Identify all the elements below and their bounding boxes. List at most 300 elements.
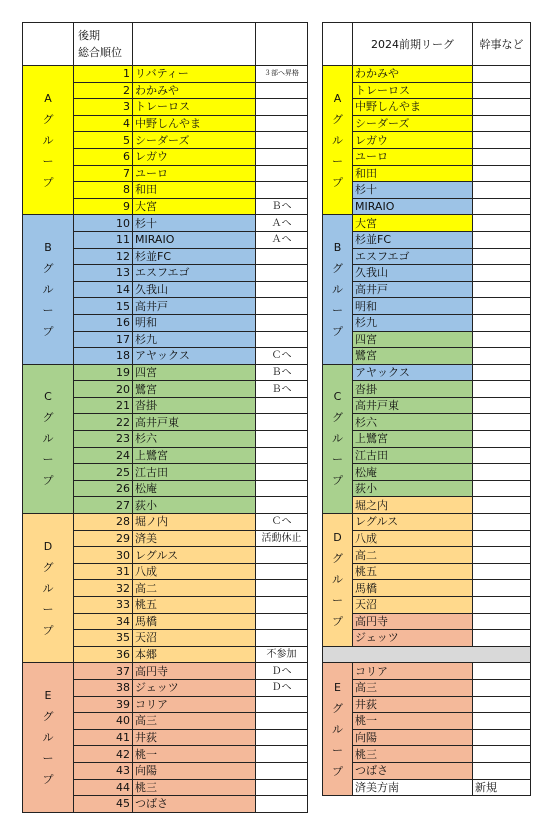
rank-cell: 45 xyxy=(74,796,133,813)
separator-cell xyxy=(323,646,531,663)
note-cell xyxy=(473,281,531,298)
rank-cell: 27 xyxy=(74,497,133,514)
team-name-cell: 荻小 xyxy=(133,497,256,514)
team-name-cell: 高二 xyxy=(133,580,256,597)
league-row xyxy=(323,331,531,348)
note-cell xyxy=(256,414,308,431)
note-cell xyxy=(473,364,531,381)
rank-cell: 8 xyxy=(74,182,133,199)
team-name-cell: リバティー xyxy=(133,66,256,83)
note-cell: Ｄへ xyxy=(256,663,308,680)
team-name-cell: 荻小 xyxy=(353,480,473,497)
team-name-cell: 杉九 xyxy=(353,314,473,331)
team-name-cell: 上鷺宮 xyxy=(353,431,473,448)
group-label-char: ル xyxy=(42,283,54,297)
rank-cell: 12 xyxy=(74,248,133,265)
rank-cell: 9 xyxy=(74,198,133,215)
rank-cell: 42 xyxy=(74,746,133,763)
rank-cell: 11 xyxy=(74,231,133,248)
note-cell xyxy=(256,281,308,298)
group-label-char: グ xyxy=(332,411,343,425)
note-cell xyxy=(256,298,308,315)
team-name-cell: 杉六 xyxy=(353,414,473,431)
note-header-cell xyxy=(256,23,308,66)
league-row xyxy=(323,132,531,149)
overall-ranking-body xyxy=(23,23,308,813)
team-name-cell: 四宮 xyxy=(133,364,256,381)
league-row xyxy=(323,580,531,597)
rank-cell: 13 xyxy=(74,265,133,282)
group-label-cell xyxy=(323,364,353,513)
group-label-char: ー xyxy=(42,453,54,467)
group-label-char: E xyxy=(334,680,341,694)
team-name-cell: 大宮 xyxy=(353,215,473,232)
league-row xyxy=(323,348,531,365)
group-label-char: グ xyxy=(332,552,343,566)
note-cell xyxy=(256,630,308,647)
note-cell xyxy=(473,99,531,116)
rank-cell: 33 xyxy=(74,597,133,614)
league-row xyxy=(323,414,531,431)
group-label-char: ル xyxy=(42,731,54,745)
group-label-char: ー xyxy=(332,594,343,608)
note-cell xyxy=(473,613,531,630)
note-cell xyxy=(473,480,531,497)
ranking-row xyxy=(23,514,308,531)
note-cell xyxy=(473,314,531,331)
team-name-cell: わかみや xyxy=(133,82,256,99)
team-name-cell: 馬橋 xyxy=(133,613,256,630)
team-name-cell: 杉九 xyxy=(133,331,256,348)
rank-cell: 16 xyxy=(74,314,133,331)
group-label-char: A xyxy=(44,91,52,105)
team-name-cell: 杉並FC xyxy=(133,248,256,265)
league-row xyxy=(323,530,531,547)
team-name-cell: 江古田 xyxy=(353,447,473,464)
league-row xyxy=(323,497,531,514)
league-row xyxy=(323,514,531,531)
team-name-cell: 桃三 xyxy=(353,746,473,763)
team-name-cell: 桃五 xyxy=(133,597,256,614)
note-cell: 不参加 xyxy=(256,646,308,663)
team-name-cell: 向陽 xyxy=(133,762,256,779)
note-cell xyxy=(473,331,531,348)
league-row xyxy=(323,215,531,232)
team-name-cell: 桃一 xyxy=(353,713,473,730)
rank-cell: 40 xyxy=(74,713,133,730)
name-header-cell xyxy=(133,23,256,66)
note-cell xyxy=(473,563,531,580)
league-row xyxy=(323,182,531,199)
rank-cell: 7 xyxy=(74,165,133,182)
team-name-cell: 中野しんやま xyxy=(133,115,256,132)
note-cell xyxy=(473,148,531,165)
rank-cell: 37 xyxy=(74,663,133,680)
group-label-char: グ xyxy=(332,701,343,715)
note-cell: Ａへ xyxy=(256,215,308,232)
note-cell xyxy=(473,414,531,431)
ranking-row xyxy=(23,663,308,680)
league-row xyxy=(323,165,531,182)
team-name-cell: 和田 xyxy=(133,182,256,199)
note-cell xyxy=(473,381,531,398)
group-label-char: D xyxy=(43,539,53,553)
league-row xyxy=(323,696,531,713)
group-label-char: A xyxy=(333,91,342,105)
group-label-cell xyxy=(23,364,74,513)
group-label-char: プ xyxy=(332,325,343,339)
team-name-cell: 鷺宮 xyxy=(133,381,256,398)
notes-header-cell: 幹事など xyxy=(473,23,531,66)
league-row xyxy=(323,679,531,696)
group-label-cell xyxy=(323,514,353,647)
note-cell: Ａへ xyxy=(256,231,308,248)
team-name-cell: 沓掛 xyxy=(133,397,256,414)
group-label-char: ー xyxy=(42,154,54,168)
league-row xyxy=(323,66,531,83)
league-table xyxy=(322,22,531,796)
team-name-cell: 済美方南 xyxy=(353,779,473,796)
group-label-char: ル xyxy=(42,432,54,446)
header-group-cell xyxy=(323,23,353,66)
team-name-cell: 高三 xyxy=(133,713,256,730)
league-row xyxy=(323,762,531,779)
group-label-cell xyxy=(323,215,353,364)
note-cell xyxy=(473,115,531,132)
rank-cell: 21 xyxy=(74,397,133,414)
note-cell xyxy=(256,132,308,149)
header-group-cell xyxy=(23,23,74,66)
note-cell xyxy=(256,729,308,746)
league-table-header xyxy=(323,23,531,66)
note-cell xyxy=(473,696,531,713)
league-row xyxy=(323,713,531,730)
team-name-cell: 鷺宮 xyxy=(353,348,473,365)
group-label-char: ー xyxy=(42,752,54,766)
note-cell xyxy=(256,746,308,763)
team-name-cell: シーダーズ xyxy=(353,115,473,132)
note-cell xyxy=(256,397,308,414)
league-row xyxy=(323,729,531,746)
team-name-cell: 松庵 xyxy=(353,464,473,481)
group-label-char: E xyxy=(44,689,52,703)
league-row xyxy=(323,265,531,282)
ranking-row xyxy=(23,215,308,232)
team-name-cell: エスフエゴ xyxy=(133,265,256,282)
team-name-cell: 堀ノ内 xyxy=(133,514,256,531)
note-cell xyxy=(473,762,531,779)
group-label-char: プ xyxy=(42,773,54,787)
team-name-cell: 久我山 xyxy=(353,265,473,282)
rank-cell: 17 xyxy=(74,331,133,348)
note-cell: Ｂへ xyxy=(256,198,308,215)
league-row xyxy=(323,779,531,796)
note-cell xyxy=(256,796,308,813)
group-label-char: ー xyxy=(42,602,54,616)
team-name-cell: 桃三 xyxy=(133,779,256,796)
team-name-cell: トレーロス xyxy=(353,82,473,99)
team-name-cell: 馬橋 xyxy=(353,580,473,597)
group-label-char: ー xyxy=(332,304,343,318)
team-name-cell: 大宮 xyxy=(133,198,256,215)
team-name-cell: MIRAIO xyxy=(353,198,473,215)
team-name-cell: 久我山 xyxy=(133,281,256,298)
rank-cell: 4 xyxy=(74,115,133,132)
team-name-cell: エスフエゴ xyxy=(353,248,473,265)
group-label-char: ル xyxy=(332,432,343,446)
team-name-cell: ユーロ xyxy=(133,165,256,182)
rank-cell: 34 xyxy=(74,613,133,630)
team-name-cell: 本郷 xyxy=(133,646,256,663)
team-name-cell: ジェッツ xyxy=(133,679,256,696)
rank-cell: 25 xyxy=(74,464,133,481)
team-name-cell: 高円寺 xyxy=(353,613,473,630)
team-name-cell: 松庵 xyxy=(133,480,256,497)
note-cell: Ｃへ xyxy=(256,514,308,531)
team-name-cell: ジェッツ xyxy=(353,630,473,647)
note-cell: Ｂへ xyxy=(256,381,308,398)
note-cell xyxy=(256,248,308,265)
note-cell xyxy=(473,82,531,99)
rank-cell: 18 xyxy=(74,348,133,365)
note-cell xyxy=(473,597,531,614)
rank-cell: 35 xyxy=(74,630,133,647)
rank-cell: 2 xyxy=(74,82,133,99)
note-cell xyxy=(256,597,308,614)
note-cell xyxy=(256,563,308,580)
group-label-char: プ xyxy=(42,474,54,488)
note-cell xyxy=(256,480,308,497)
team-name-cell: 天沼 xyxy=(353,597,473,614)
team-name-cell: ユーロ xyxy=(353,148,473,165)
rank-cell: 24 xyxy=(74,447,133,464)
team-name-cell: 済美 xyxy=(133,530,256,547)
team-name-cell: 桃五 xyxy=(353,563,473,580)
rank-cell: 20 xyxy=(74,381,133,398)
group-label-char: ル xyxy=(42,581,54,595)
group-label-char: グ xyxy=(332,112,343,126)
team-name-cell: 江古田 xyxy=(133,464,256,481)
team-name-cell: 和田 xyxy=(353,165,473,182)
rank-cell: 10 xyxy=(74,215,133,232)
rank-cell: 30 xyxy=(74,547,133,564)
team-name-cell: 八成 xyxy=(353,530,473,547)
note-cell: Ｄへ xyxy=(256,679,308,696)
league-row xyxy=(323,597,531,614)
group-label-char: プ xyxy=(332,615,343,629)
league-row xyxy=(323,431,531,448)
note-cell xyxy=(256,99,308,116)
group-label-char: グ xyxy=(42,411,54,425)
note-cell xyxy=(256,762,308,779)
note-cell: 活動休止 xyxy=(256,530,308,547)
group-label-cell xyxy=(23,663,74,812)
group-label-char: C xyxy=(44,390,52,404)
team-name-cell: 天沼 xyxy=(133,630,256,647)
team-name-cell: 桃一 xyxy=(133,746,256,763)
note-cell xyxy=(256,314,308,331)
league-row xyxy=(323,563,531,580)
rank-cell: 28 xyxy=(74,514,133,531)
note-cell xyxy=(473,348,531,365)
group-label-char: プ xyxy=(332,764,343,778)
group-label-char: ー xyxy=(332,743,343,757)
group-label-cell xyxy=(323,663,353,796)
note-cell xyxy=(473,397,531,414)
team-name-cell: レガウ xyxy=(133,148,256,165)
note-cell xyxy=(473,713,531,730)
note-cell xyxy=(473,215,531,232)
note-cell xyxy=(256,696,308,713)
rank-cell: 26 xyxy=(74,480,133,497)
group-label-char: ー xyxy=(332,453,343,467)
note-cell xyxy=(473,580,531,597)
team-name-cell: 明和 xyxy=(353,298,473,315)
team-name-cell: コリア xyxy=(353,663,473,680)
group-label-char: グ xyxy=(42,560,54,574)
note-cell xyxy=(473,630,531,647)
separator-row xyxy=(323,646,531,663)
rank-cell: 1 xyxy=(74,66,133,83)
team-name-cell: レグルス xyxy=(353,514,473,531)
group-label-char: プ xyxy=(42,325,54,339)
rank-cell: 44 xyxy=(74,779,133,796)
league-row xyxy=(323,248,531,265)
group-label-char: グ xyxy=(42,262,54,276)
ranking-row xyxy=(23,364,308,381)
league-row xyxy=(323,746,531,763)
note-cell xyxy=(256,265,308,282)
team-name-cell: つばさ xyxy=(353,762,473,779)
note-cell xyxy=(256,580,308,597)
team-name-cell: つばさ xyxy=(133,796,256,813)
team-name-cell: 明和 xyxy=(133,314,256,331)
league-row xyxy=(323,547,531,564)
team-name-cell: わかみや xyxy=(353,66,473,83)
rank-cell: 23 xyxy=(74,431,133,448)
group-label-char: C xyxy=(333,390,342,404)
league-row xyxy=(323,464,531,481)
ranking-row xyxy=(23,66,308,83)
team-name-cell: 井荻 xyxy=(353,696,473,713)
rank-cell: 14 xyxy=(74,281,133,298)
rank-cell: 22 xyxy=(74,414,133,431)
note-cell xyxy=(473,66,531,83)
team-name-cell: 井荻 xyxy=(133,729,256,746)
rank-cell: 38 xyxy=(74,679,133,696)
team-name-cell: 杉並FC xyxy=(353,231,473,248)
group-label-char: B xyxy=(333,241,342,255)
rank-header-cell xyxy=(74,23,133,66)
group-label-char: ル xyxy=(42,133,54,147)
team-name-cell: アヤックス xyxy=(133,348,256,365)
league-table-body xyxy=(323,23,531,796)
note-cell xyxy=(473,431,531,448)
league-row xyxy=(323,480,531,497)
note-cell xyxy=(473,663,531,680)
league-row xyxy=(323,99,531,116)
note-cell xyxy=(473,746,531,763)
team-name-cell: 杉十 xyxy=(353,182,473,199)
team-name-cell: 高井戸東 xyxy=(353,397,473,414)
rank-cell: 3 xyxy=(74,99,133,116)
team-name-cell: 八成 xyxy=(133,563,256,580)
note-cell xyxy=(473,231,531,248)
league-row xyxy=(323,148,531,165)
note-cell xyxy=(473,547,531,564)
team-name-cell: 堀之内 xyxy=(353,497,473,514)
note-cell xyxy=(256,464,308,481)
group-label-char: グ xyxy=(42,112,54,126)
group-label-char: ー xyxy=(42,304,54,318)
team-name-cell: 高三 xyxy=(353,679,473,696)
team-name-cell: 杉十 xyxy=(133,215,256,232)
note-cell xyxy=(473,530,531,547)
note-cell xyxy=(256,431,308,448)
note-cell xyxy=(473,514,531,531)
note-cell xyxy=(473,447,531,464)
rank-cell: 41 xyxy=(74,729,133,746)
league-row xyxy=(323,298,531,315)
league-row xyxy=(323,613,531,630)
team-name-cell: 高井戸東 xyxy=(133,414,256,431)
rank-header-line2: 総合順位 xyxy=(78,46,122,59)
league-row xyxy=(323,397,531,414)
league-row xyxy=(323,364,531,381)
team-name-cell: 沓掛 xyxy=(353,381,473,398)
team-name-cell: 高井戸 xyxy=(133,298,256,315)
note-cell xyxy=(256,165,308,182)
note-cell xyxy=(256,613,308,630)
team-name-cell: 上鷺宮 xyxy=(133,447,256,464)
team-name-cell: アヤックス xyxy=(353,364,473,381)
league-row xyxy=(323,663,531,680)
group-label-cell xyxy=(23,215,74,364)
team-name-cell: MIRAIO xyxy=(133,231,256,248)
team-name-cell: シーダーズ xyxy=(133,132,256,149)
overall-ranking-header xyxy=(23,23,308,66)
group-label-cell xyxy=(23,66,74,215)
league-row xyxy=(323,82,531,99)
note-cell xyxy=(473,497,531,514)
rank-cell: 5 xyxy=(74,132,133,149)
note-cell xyxy=(256,447,308,464)
group-label-char: ー xyxy=(332,154,343,168)
note-cell xyxy=(473,729,531,746)
note-cell xyxy=(473,464,531,481)
group-label-char: プ xyxy=(42,175,54,189)
note-cell xyxy=(473,248,531,265)
note-cell xyxy=(256,331,308,348)
rank-cell: 31 xyxy=(74,563,133,580)
league-row xyxy=(323,281,531,298)
note-cell xyxy=(256,148,308,165)
group-label-char: ル xyxy=(332,283,343,297)
team-name-cell: 杉六 xyxy=(133,431,256,448)
rank-header-line1: 後期 xyxy=(78,29,100,42)
league-header-cell: 2024前期リーグ xyxy=(353,23,473,66)
league-row xyxy=(323,314,531,331)
team-name-cell: 高円寺 xyxy=(133,663,256,680)
group-label-char: B xyxy=(44,241,52,255)
rank-cell: 6 xyxy=(74,148,133,165)
note-cell xyxy=(473,198,531,215)
league-row xyxy=(323,198,531,215)
team-name-cell: 向陽 xyxy=(353,729,473,746)
rank-cell: 43 xyxy=(74,762,133,779)
group-label-char: プ xyxy=(332,175,343,189)
note-cell xyxy=(473,298,531,315)
